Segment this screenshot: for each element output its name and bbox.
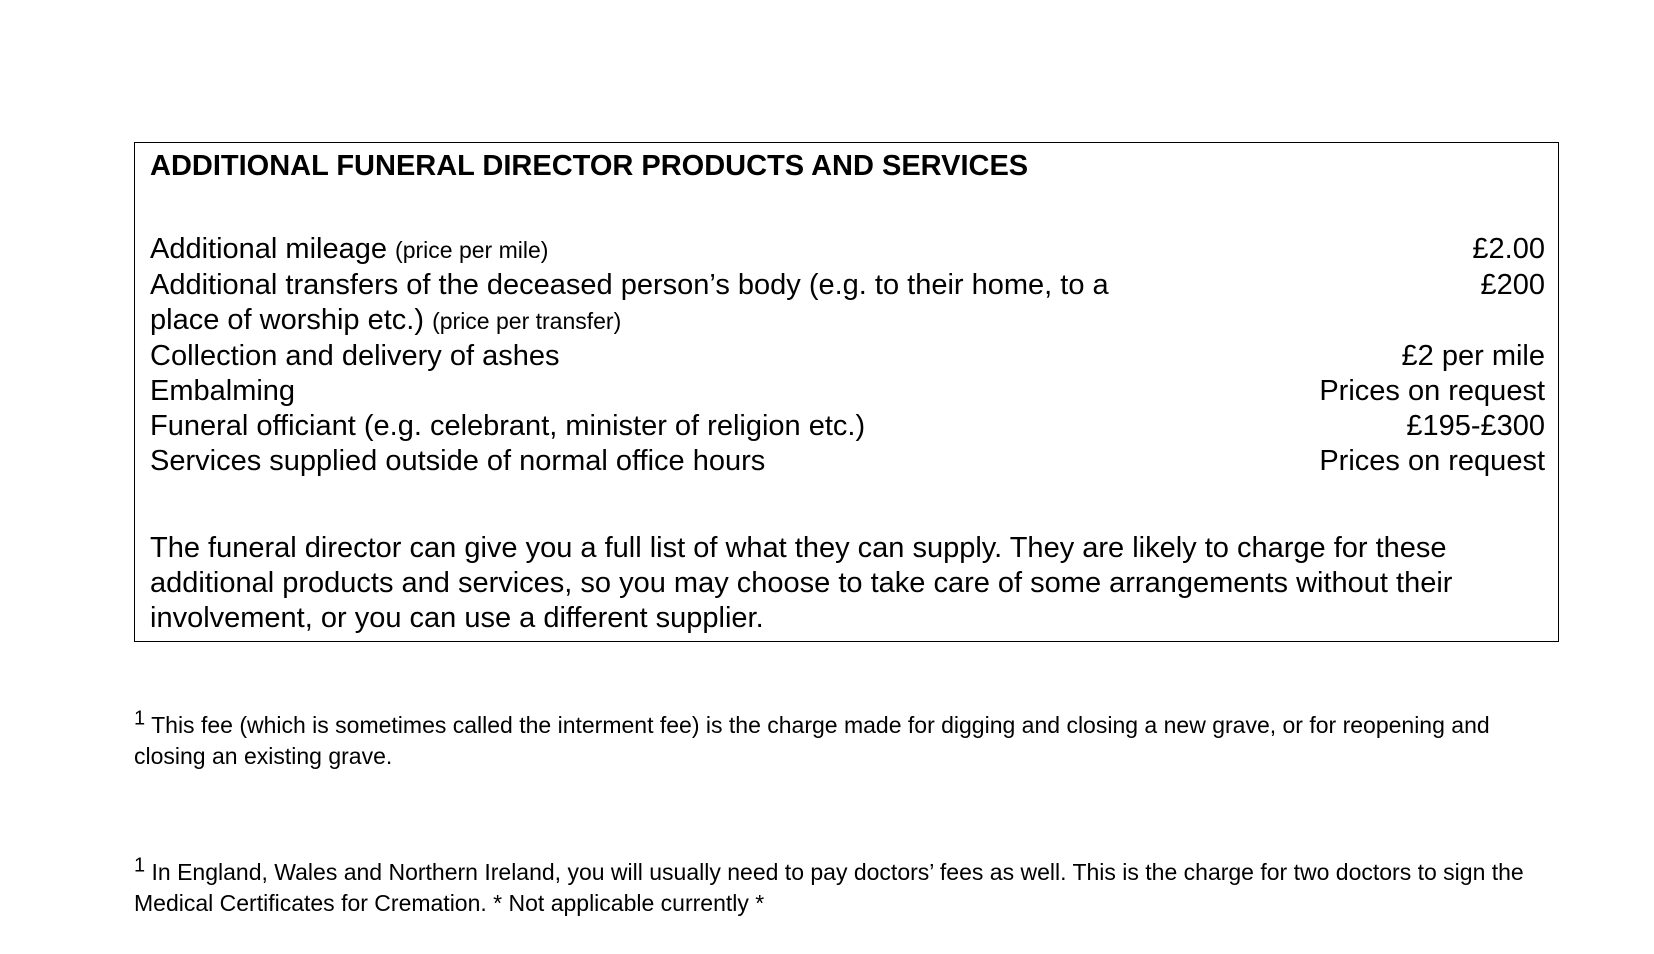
footnote (134, 854, 1534, 919)
footnote-mark: 1 (134, 854, 146, 877)
panel-paragraph: The funeral director can give you a full list of what they can supply. They are likely to charge for these additional products and services, so you may choose to take care of some arrangements without their involvement, or you can use a different supplier. (150, 532, 1453, 634)
item-label: Collection and delivery of ashes (150, 340, 560, 372)
price-row (150, 409, 1545, 444)
panel-title: ADDITIONAL FUNERAL DIRECTOR PRODUCTS AND SERVICES (150, 150, 1029, 182)
item-price: £2.00 (1472, 233, 1545, 265)
item-price: £2 per mile (1401, 340, 1545, 372)
item-note: (price per mile) (395, 237, 549, 263)
price-row (150, 268, 1545, 339)
price-row (150, 374, 1545, 409)
footnote-mark: 1 (134, 707, 146, 730)
item-note: (price per transfer) (432, 308, 622, 334)
item-price: £195-£300 (1406, 410, 1545, 442)
footnote-text: In England, Wales and Northern Ireland, you will usually need to pay doctors’ fees as well. This is the charge for two doctors to sign the Medical Certificates for Cremation. * Not applicable currently * (134, 859, 1524, 916)
item-price: Prices on request (1319, 375, 1545, 407)
item-label: Funeral officiant (e.g. celebrant, minister of religion etc.) (150, 410, 866, 442)
item-label: Additional mileage (150, 233, 387, 265)
price-row (150, 339, 1545, 374)
item-label: Additional transfers of the deceased person’s body (e.g. to their home, to a place of worship etc.) (150, 269, 1109, 336)
footnote (134, 707, 1534, 772)
price-row (150, 444, 1545, 479)
price-list (150, 232, 1545, 479)
price-list-panel (134, 142, 1559, 642)
item-label: Embalming (150, 375, 296, 407)
footnote-text: This fee (which is sometimes called the interment fee) is the charge made for digging and closing a new grave, or for reopening and closing an existing grave. (134, 712, 1490, 769)
price-row (150, 232, 1545, 268)
item-price: £200 (1480, 269, 1545, 301)
item-label: Services supplied outside of normal office hours (150, 445, 766, 477)
item-price: Prices on request (1319, 445, 1545, 477)
